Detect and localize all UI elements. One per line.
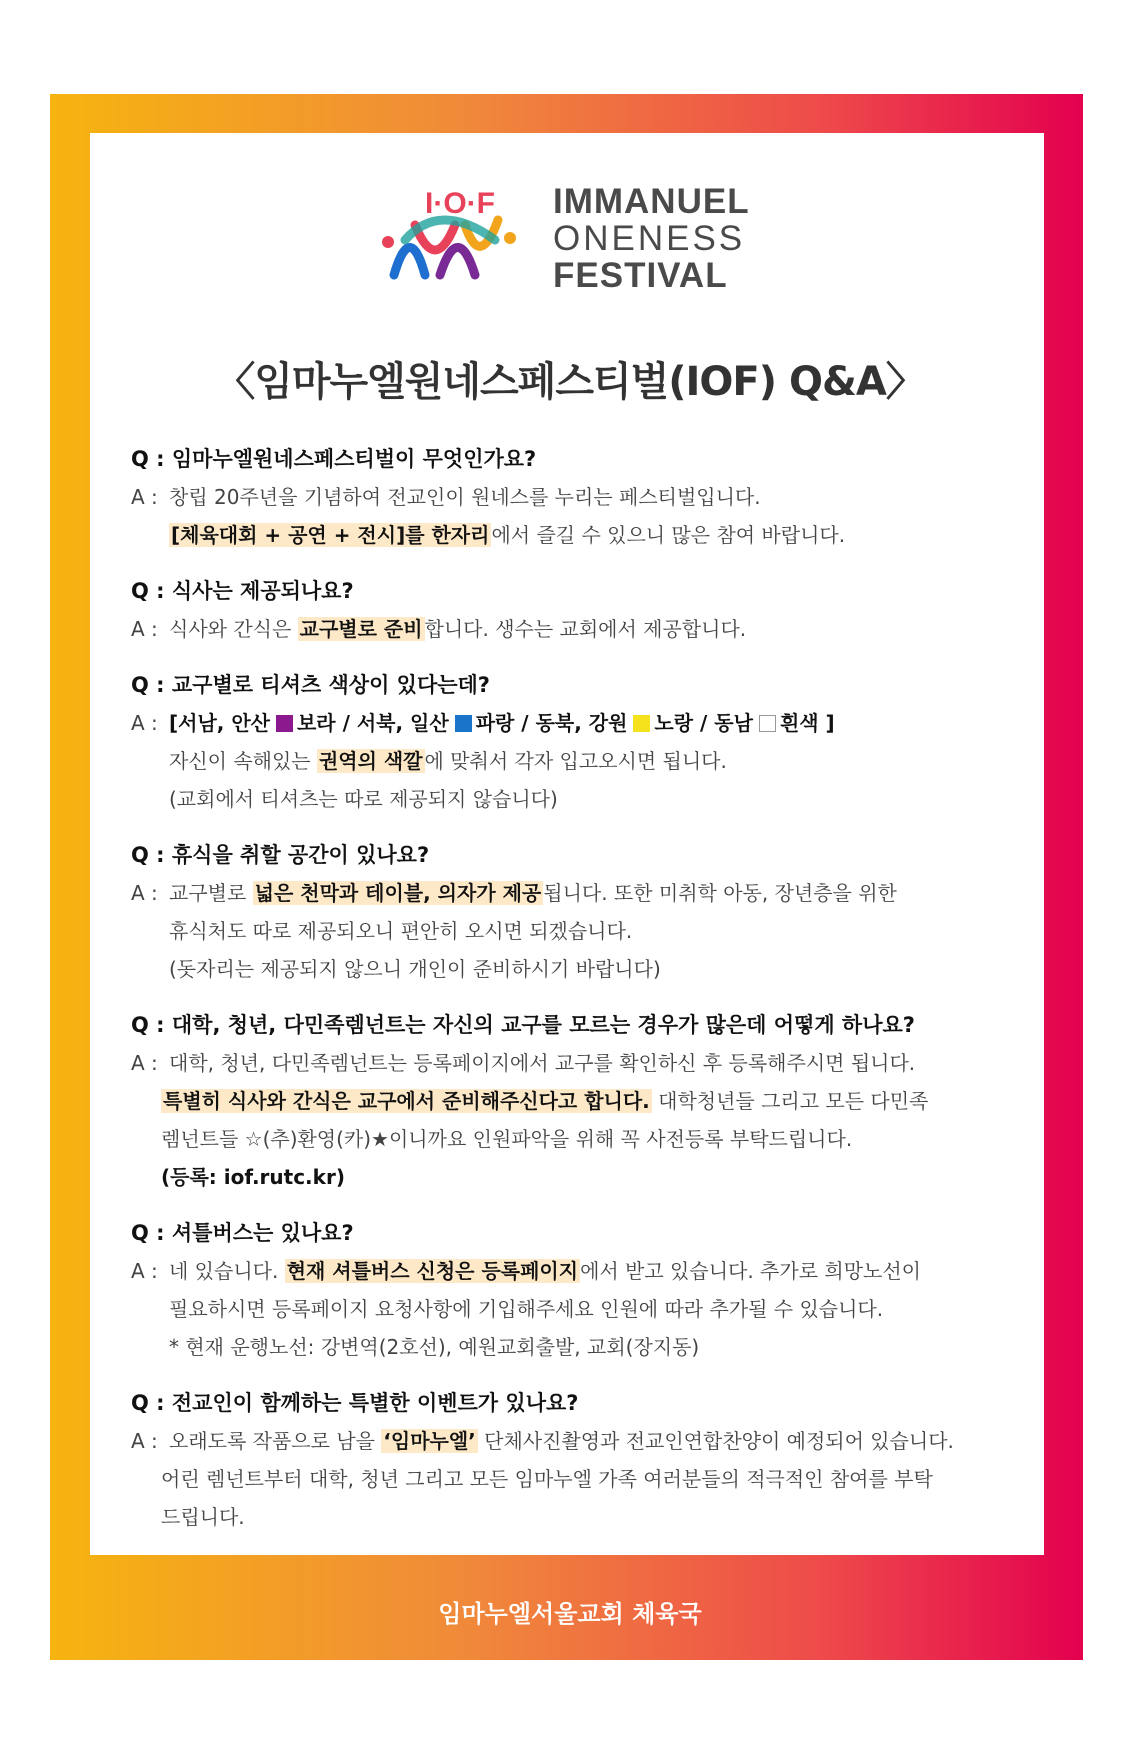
logo-line-oneness: ONENESS	[553, 219, 746, 258]
answer-highlight: 넓은 천막과 테이블, 의자가 제공	[254, 881, 542, 905]
answer-text: 네 있습니다.	[169, 1259, 285, 1283]
answer-text: 자신이 속해있는	[169, 749, 317, 773]
a-prefix: A :	[131, 617, 158, 641]
question-text: 전교인이 함께하는 특별한 이벤트가 있나요?	[171, 1391, 579, 1415]
region-text: 보라 / 서북, 일산	[296, 711, 449, 735]
answer-3-line-1	[131, 704, 1031, 742]
question-text: 셔틀버스는 있나요?	[171, 1221, 354, 1245]
answer-1-line-2	[131, 516, 1031, 554]
question-text: 대학, 청년, 다민족렘넌트는 자신의 교구를 모르는 경우가 많은데 어떻게 하나요?	[171, 1013, 915, 1037]
answer-7-line-3: 드립니다.	[161, 1505, 245, 1529]
answer-text: 대학청년들 그리고 모든 다민족	[651, 1089, 929, 1113]
qa-item-2	[131, 572, 1031, 648]
answer-5-line-1	[131, 1044, 1031, 1082]
question-7	[131, 1384, 1031, 1422]
question-text: 식사는 제공되나요?	[171, 579, 354, 603]
answer-3-line-2	[131, 742, 1031, 780]
answer-highlight: [체육대회 + 공연 + 전시]를 한자리	[171, 523, 490, 547]
question-2	[131, 572, 1031, 610]
question-text: 휴식을 취할 공간이 있나요?	[171, 843, 430, 867]
answer-5-line-3: 렘넌트들 ☆(추)환영(카)★이니까요 인원파악을 위해 꼭 사전등록 부탁드립니다.	[161, 1127, 853, 1151]
answer-4-line-2: 휴식처도 따로 제공되오니 편안히 오시면 되겠습니다.	[169, 919, 633, 943]
answer-4-line-3: (돗자리는 제공되지 않으니 개인이 준비하시기 바랍니다)	[169, 957, 661, 981]
q-prefix: Q :	[131, 673, 172, 697]
answer-3-line-3: (교회에서 티셔츠는 따로 제공되지 않습니다)	[169, 787, 558, 811]
region-text: 파랑 / 동북, 강원	[475, 711, 628, 735]
answer-4-line-1	[131, 874, 1031, 912]
answer-highlight: 교구별로 준비	[299, 617, 423, 641]
question-4	[131, 836, 1031, 874]
answer-text: 됩니다. 또한 미취학 아동, 장년층을 위한	[543, 881, 897, 905]
blue-swatch-icon	[455, 715, 472, 732]
region-text: 노랑 / 동남	[654, 711, 753, 735]
a-prefix: A :	[131, 1051, 158, 1075]
answer-1-line-1	[131, 478, 1031, 516]
answer-text: 교구별로	[169, 881, 253, 905]
qa-item-3	[131, 666, 1031, 818]
answer-text: 단체사진촬영과 전교인연합찬양이 예정되어 있습니다.	[477, 1429, 954, 1453]
answer-text: 에서 즐길 수 있으니 많은 참여 바랍니다.	[491, 523, 846, 547]
qa-item-6	[131, 1214, 1031, 1366]
logo-wordmark	[553, 183, 750, 294]
answer-text: 창립 20주년을 기념하여 전교인이 원네스를 누리는 페스티벌입니다.	[169, 485, 761, 509]
question-3	[131, 666, 1031, 704]
answer-highlight: 권역의 색깔	[318, 749, 423, 773]
answer-highlight: 특별히 식사와 간식은 교구에서 준비해주신다고 합니다.	[163, 1089, 650, 1113]
qa-list	[131, 440, 1031, 1554]
qa-item-1	[131, 440, 1031, 554]
question-1	[131, 440, 1031, 478]
answer-6-line-3: * 현재 운행노선: 강변역(2호선), 예원교회출발, 교회(장지동)	[169, 1335, 700, 1359]
answer-highlight: 현재 셔틀버스 신청은 등록페이지	[286, 1259, 579, 1283]
answer-6-line-2: 필요하시면 등록페이지 요청사항에 기입해주세요 인원에 따라 추가될 수 있습니다.	[169, 1297, 884, 1321]
logo-line-immanuel: IMMANUEL	[553, 182, 750, 221]
qa-item-4	[131, 836, 1031, 988]
logo-line-festival: FESTIVAL	[553, 256, 728, 295]
purple-swatch-icon	[276, 715, 293, 732]
a-prefix: A :	[131, 1259, 158, 1283]
a-prefix: A :	[131, 711, 158, 735]
region-text: 흰색 ]	[779, 711, 835, 735]
logo-mark-text: I·O·F	[425, 187, 495, 220]
answer-7-line-1	[131, 1422, 1031, 1460]
answer-6-line-1	[131, 1252, 1031, 1290]
q-prefix: Q :	[131, 1013, 172, 1037]
answer-text: 합니다. 생수는 교회에서 제공합니다.	[424, 617, 747, 641]
question-text: 임마누엘원네스페스티벌이 무엇인가요?	[171, 447, 537, 471]
registration-link[interactable]: (등록: iof.rutc.kr)	[161, 1165, 345, 1189]
yellow-swatch-icon	[633, 715, 650, 732]
answer-text: 에서 받고 있습니다. 추가로 희망노선이	[580, 1259, 921, 1283]
question-5	[131, 1006, 1031, 1044]
q-prefix: Q :	[131, 1221, 172, 1245]
answer-text: 에 맞춰서 각자 입고오시면 됩니다.	[424, 749, 727, 773]
answer-highlight: ‘임마누엘’	[383, 1429, 476, 1453]
qa-item-5	[131, 1006, 1031, 1196]
answer-text: 식사와 간식은	[169, 617, 298, 641]
q-prefix: Q :	[131, 843, 172, 867]
q-prefix: Q :	[131, 579, 172, 603]
answer-5-line-2	[131, 1082, 1031, 1120]
a-prefix: A :	[131, 881, 158, 905]
qa-item-7	[131, 1384, 1031, 1536]
white-swatch-icon	[759, 715, 776, 732]
answer-text: 대학, 청년, 다민족렘넌트는 등록페이지에서 교구를 확인하신 후 등록해주시면 됩니다.	[169, 1051, 916, 1075]
question-text: 교구별로 티셔츠 색상이 있다는데?	[171, 673, 490, 697]
a-prefix: A :	[131, 1429, 158, 1453]
q-prefix: Q :	[131, 447, 172, 471]
a-prefix: A :	[131, 485, 158, 509]
footer-organization: 임마누엘서울교회 체육국	[438, 1600, 702, 1628]
answer-7-line-2: 어린 렘넌트부터 대학, 청년 그리고 모든 임마누엘 가족 여러분들의 적극적인 참여를 부탁	[161, 1467, 933, 1491]
region-text: [서남, 안산	[169, 711, 270, 735]
question-6	[131, 1214, 1031, 1252]
page-title: 〈임마누엘원네스페스티벌(IOF) Q&A〉	[215, 359, 925, 405]
answer-text: 오래도록 작품으로 남을	[169, 1429, 382, 1453]
answer-2-line-1	[131, 610, 1031, 648]
q-prefix: Q :	[131, 1391, 172, 1415]
